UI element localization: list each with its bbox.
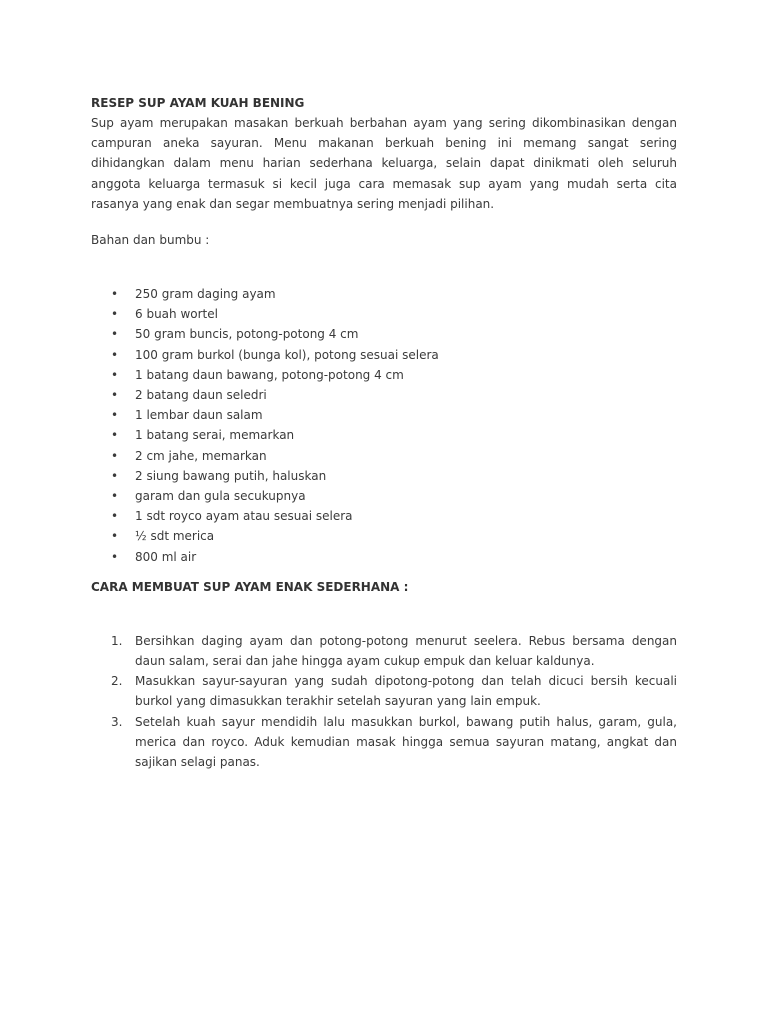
ingredient-text: 1 lembar daun salam [135,408,263,423]
list-item [91,631,677,671]
list-item [91,526,677,546]
list-item [91,671,677,711]
ingredient-text: 2 cm jahe, memarkan [135,448,267,463]
list-item [91,506,677,526]
bullet-icon: • [111,367,119,382]
ingredients-label: Bahan dan bumbu : [91,233,210,248]
recipe-title: RESEP SUP AYAM KUAH BENING [91,96,305,110]
bullet-icon: • [111,489,119,504]
bullet-icon: • [111,468,119,483]
step-text: Bersihkan daging ayam dan potong-potong menurut seelera. Rebus bersama dengan daun salam, serai dan jahe hingga ayam cukup empuk dan keluar kaldunya. [135,633,677,669]
step-number: 2. [111,674,123,689]
ingredient-text: 1 batang daun bawang, potong-potong 4 cm [135,367,404,382]
bullet-icon: • [111,347,119,362]
list-item [91,405,677,425]
ingredient-text: 50 gram buncis, potong-potong 4 cm [135,327,359,342]
list-item [91,345,677,365]
ingredient-text: 6 buah wortel [135,307,218,322]
bullet-icon: • [111,388,119,403]
bullet-icon: • [111,327,119,342]
list-item [91,284,677,304]
steps-list [91,631,677,772]
ingredient-text: ½ sdt merica [135,529,215,544]
ingredient-text: 2 batang daun seledri [135,388,267,403]
step-number: 1. [111,633,123,648]
bullet-icon: • [111,509,119,524]
ingredient-text: garam dan gula secukupnya [135,489,306,504]
ingredients-list [91,284,677,567]
list-item [91,385,677,405]
bullet-icon: • [111,307,119,322]
bullet-icon: • [111,448,119,463]
ingredient-text: 100 gram burkol (bunga kol), potong sesuai selera [135,347,439,362]
list-item [91,712,677,773]
list-item [91,446,677,466]
intro-paragraph: Sup ayam merupakan masakan berkuah berbahan ayam yang sering dikombinasikan dengan campuran aneka sayuran. Menu makanan berkuah bening ini memang sangat sering dihidangkan dalam menu harian sederhana keluarga, selain dapat dinikmati oleh seluruh anggota keluarga termasuk si kecil juga cara memasak sup ayam yang mudah serta cita rasanya yang enak dan segar membuatnya sering menjadi pilihan. [91,116,677,211]
bullet-icon: • [111,287,119,302]
document-page [91,93,677,772]
list-item [91,304,677,324]
list-item [91,365,677,385]
list-item [91,425,677,445]
ingredient-text: 250 gram daging ayam [135,287,276,302]
bullet-icon: • [111,408,119,423]
bullet-icon: • [111,549,119,564]
ingredient-text: 1 sdt royco ayam atau sesuai selera [135,509,353,524]
steps-title: CARA MEMBUAT SUP AYAM ENAK SEDERHANA : [91,579,409,594]
step-number: 3. [111,714,123,729]
step-text: Setelah kuah sayur mendidih lalu masukkan burkol, bawang putih halus, garam, gula, merica dan royco. Aduk kemudian masak hingga semua sayuran matang, angkat dan sajikan selagi panas. [135,714,677,770]
ingredient-text: 2 siung bawang putih, haluskan [135,468,327,483]
list-item [91,486,677,506]
list-item [91,547,677,567]
bullet-icon: • [111,428,119,443]
step-text: Masukkan sayur-sayuran yang sudah dipotong-potong dan telah dicuci bersih kecuali burkol yang dimasukkan terakhir setelah sayuran yang lain empuk. [135,674,677,709]
list-item [91,466,677,486]
bullet-icon: • [111,529,119,544]
ingredient-text: 800 ml air [135,549,197,564]
ingredient-text: 1 batang serai, memarkan [135,428,295,443]
list-item [91,324,677,344]
